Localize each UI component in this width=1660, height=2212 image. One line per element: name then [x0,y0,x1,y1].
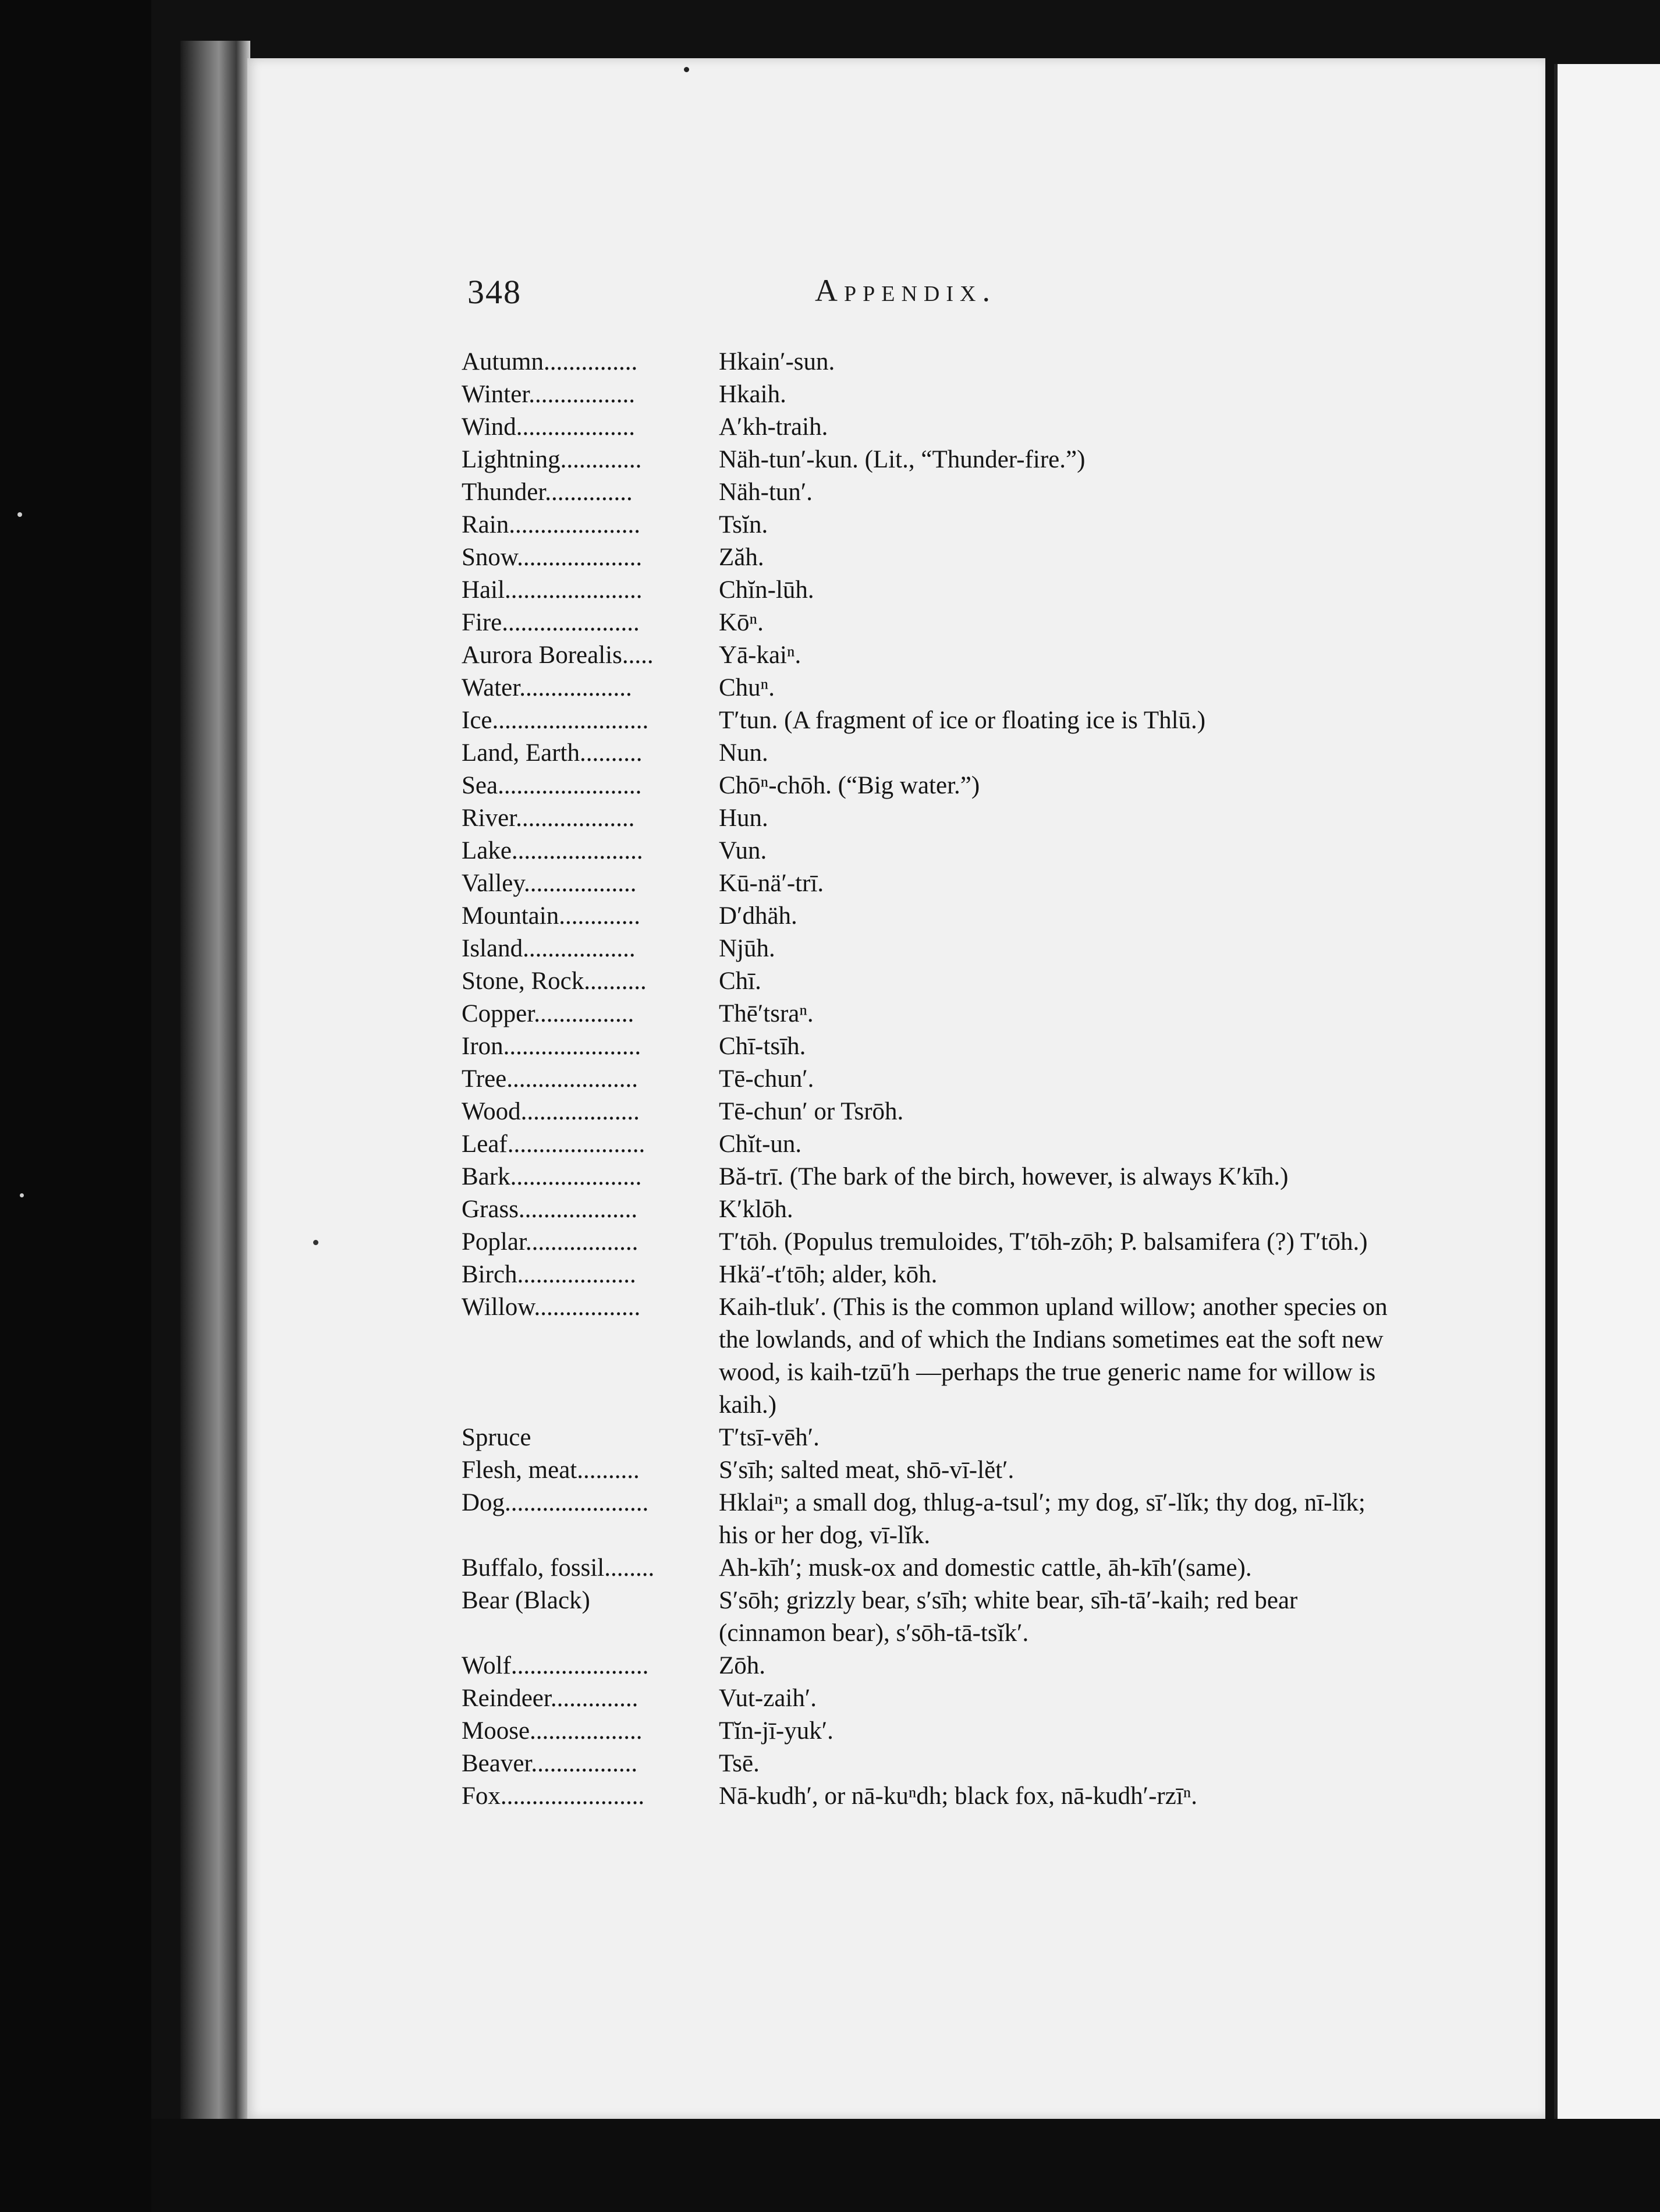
english-term: Beaver................. [462,1750,638,1777]
english-term: Lightning............. [462,446,642,473]
english-term: Ice......................... [462,707,649,734]
english-term: Hail...................... [462,576,643,604]
vocab-entry [462,574,1393,607]
native-translation: Chī. [719,967,761,995]
english-term: Wood................... [462,1098,640,1125]
vocab-entry [462,1715,1393,1747]
vocab-entry [462,378,1393,411]
vocab-entry [462,835,1393,867]
native-translation: Näh-tun′. [719,478,813,506]
native-translation: Vut-zaih′. [719,1685,817,1712]
running-head: Appendix. [815,273,996,308]
vocab-entry [462,998,1393,1030]
english-term: Iron...................... [462,1033,641,1060]
english-term: Flesh, meat.......... [462,1456,640,1484]
native-translation: Yā-kaiⁿ. [719,641,801,669]
book-page-edges [180,41,250,2119]
vocab-entry [462,444,1393,476]
english-term: Grass................... [462,1196,638,1223]
native-translation: T′tun. (A fragment of ice or floating ice is Thlū.) [719,707,1206,734]
vocab-entry [462,1128,1393,1161]
native-translation: Chĭn-lūh. [719,576,814,604]
english-term: Fire...................... [462,609,640,636]
vocab-entry [462,933,1393,965]
native-translation: Zăh. [719,544,764,571]
scan-speck [17,512,22,517]
english-term: Moose.................. [462,1717,643,1745]
vocab-entry [462,867,1393,900]
scan-dark-margin [0,0,151,2212]
native-translation: Vun. [719,837,767,864]
vocab-entry [462,1259,1393,1291]
native-translation: Hun. [719,804,768,832]
vocab-entry [462,1747,1393,1780]
native-translation: Kū-nä′-trī. [719,870,824,897]
english-term: Tree..................... [462,1065,638,1093]
vocab-entry [462,1193,1393,1226]
english-term: Rain..................... [462,511,640,538]
vocab-entry [462,1291,1393,1422]
native-translation: Ah-kīh′; musk-ox and domestic cattle, āh-kīh′(same). [719,1554,1252,1582]
english-term: Aurora Borealis..... [462,641,654,669]
english-term: Land, Earth.......... [462,739,643,767]
native-translation: T′tsī-vēh′. [719,1424,820,1451]
vocab-entry [462,1780,1393,1813]
vocab-entry [462,346,1393,378]
english-term: Winter................. [462,381,636,408]
vocab-entry [462,541,1393,574]
native-translation: K′klōh. [719,1196,793,1223]
native-translation: Zōh. [719,1652,766,1679]
vocab-entry [462,1454,1393,1487]
native-translation: Nun. [719,739,768,767]
english-term: Island.................. [462,935,636,962]
english-term: Wind................... [462,413,636,441]
scan-bottom-margin [151,2119,1660,2212]
english-term: Snow.................... [462,544,643,571]
english-term: Buffalo, fossil........ [462,1554,655,1582]
english-term: Copper................ [462,1000,634,1027]
vocab-entry [462,1422,1393,1454]
page-number: 348 [467,273,522,311]
native-translation: Kōⁿ. [719,609,764,636]
native-translation: Hklaiⁿ; a small dog, thlug-a-tsul′; my dog, sī′-lĭk; thy dog, nī-lĭk; his or her dog, vī-lĭk. [719,1489,1365,1549]
english-term: Dog....................... [462,1489,649,1516]
english-term: Wolf...................... [462,1652,649,1679]
native-translation: S′sīh; salted meat, shō-vī-lĕt′. [719,1456,1015,1484]
native-translation: Chōⁿ-chōh. (“Big water.”) [719,772,980,799]
english-term: River................... [462,804,635,832]
english-term: Leaf...................... [462,1130,645,1158]
vocab-entry [462,1584,1393,1650]
english-term: Mountain............. [462,902,640,930]
english-term: Autumn............... [462,348,638,375]
native-translation: Chĭt-un. [719,1130,802,1158]
vocabulary-list [462,346,1393,1813]
native-translation: Chī-tsīh. [719,1033,806,1060]
native-translation: Hkä′-t′tōh; alder, kōh. [719,1261,938,1288]
vocab-entry [462,607,1393,639]
vocab-entry [462,509,1393,541]
native-translation: T′tōh. (Populus tremuloides, T′tōh-zōh; P. balsamifera (?) T′tōh.) [719,1228,1368,1256]
vocab-entry [462,737,1393,770]
vocab-entry [462,1063,1393,1096]
vocab-entry [462,770,1393,802]
english-term: Water.................. [462,674,632,701]
english-term: Birch................... [462,1261,636,1288]
english-term: Valley.................. [462,870,637,897]
native-translation: Tĭn-jī-yuk′. [719,1717,833,1745]
native-translation: Tē-chun′. [719,1065,814,1093]
vocab-entry [462,1682,1393,1715]
vocab-entry [462,476,1393,509]
vocab-entry [462,1552,1393,1584]
vocab-entry [462,1030,1393,1063]
native-translation: Tē-chun′ or Tsrōh. [719,1098,904,1125]
vocab-entry [462,1226,1393,1259]
native-translation: Tsē. [719,1750,760,1777]
english-term: Lake..................... [462,837,643,864]
native-translation: Bă-trī. (The bark of the birch, however, is always K′kīh.) [719,1163,1289,1190]
native-translation: Njūh. [719,935,775,962]
native-translation: Kaih-tluk′. (This is the common upland willow; another species on the lowlands, and of which the Indians sometimes eat the soft new wood, is kaih-tzū′h —perhaps the true generic name for willow is kaih.) [719,1293,1388,1419]
vocab-entry [462,1161,1393,1193]
vocab-entry [462,639,1393,672]
native-translation: Hkaih. [719,381,786,408]
native-translation: Thē′tsraⁿ. [719,1000,814,1027]
english-term: Bear (Black) [462,1587,590,1614]
vocab-entry [462,965,1393,998]
vocab-entry [462,704,1393,737]
native-translation: D′dhäh. [719,902,797,930]
native-translation: S′sōh; grizzly bear, s′sīh; white bear, sīh-tā′-kaih; red bear (cinnamon bear), s′sōh-tā-tsĭk′. [719,1587,1298,1647]
facing-page-edge [1554,64,1660,2119]
vocab-entry [462,1650,1393,1682]
native-translation: Chuⁿ. [719,674,775,701]
english-term: Stone, Rock.......... [462,967,647,995]
english-term: Willow................. [462,1293,641,1321]
vocab-entry [462,672,1393,704]
english-term: Poplar.................. [462,1228,639,1256]
english-term: Bark..................... [462,1163,642,1190]
native-translation: Tsĭn. [719,511,768,538]
native-translation: A′kh-traih. [719,413,828,441]
vocab-entry [462,1096,1393,1128]
scan-speck [20,1193,24,1197]
vocab-entry [462,1487,1393,1552]
english-term: Reindeer.............. [462,1685,639,1712]
english-term: Fox....................... [462,1782,645,1810]
english-term: Spruce [462,1424,531,1451]
native-translation: Näh-tun′-kun. (Lit., “Thunder-fire.”) [719,446,1086,473]
vocab-entry [462,802,1393,835]
english-term: Thunder.............. [462,478,633,506]
english-term: Sea....................... [462,772,642,799]
native-translation: Nā-kudh′, or nā-kuⁿdh; black fox, nā-kudh′-rzīⁿ. [719,1782,1198,1810]
page-content [247,58,1545,2119]
vocab-entry [462,900,1393,933]
native-translation: Hkain′-sun. [719,348,835,375]
vocab-entry [462,411,1393,444]
